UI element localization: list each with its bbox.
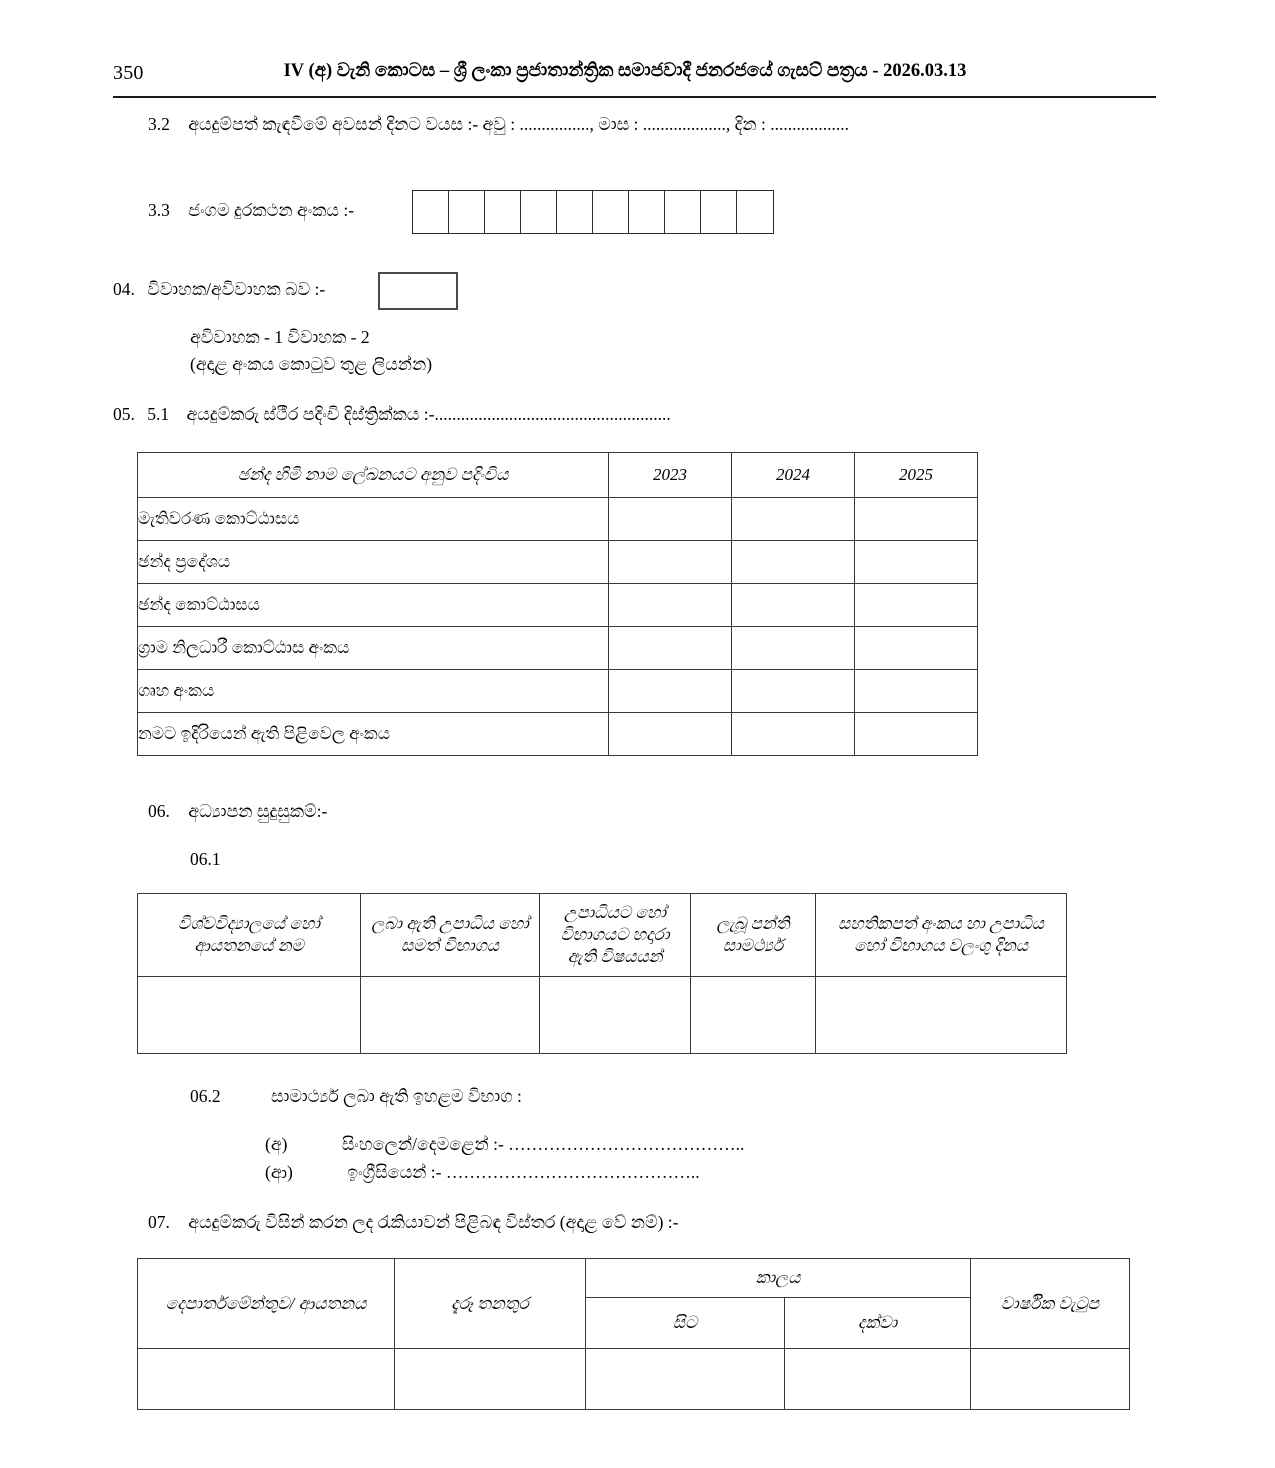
row-cell-2025[interactable] [855,670,978,713]
col-header-department: දෙපාර්තමේන්තුව/ ආයතනය [138,1259,395,1349]
item-3-3-row [148,199,354,223]
col-header-2023: 2023 [609,453,732,498]
item-06-number: 06. [148,801,170,821]
page-number: 350 [113,62,144,84]
item-04-number: 04. [113,279,135,299]
page-title: IV (අ) වැනි කොටස – ශ්‍රී ලංකා ප්‍රජාතාන්ත්‍රික සමාජවාදී ජනරජයේ ගැසට් පත්‍රය - 2026.03.13 [283,61,967,81]
item-05-row [113,403,671,427]
item-06-2-text: සාමාර්ථ්‍ය ලබා ඇති ඉහළම විභාග : [271,1086,522,1106]
col-header-degree-exam: ලබා ඇති උපාධිය හෝ සමත් විභාගය [361,894,540,977]
item-04-row [113,278,325,302]
lettered-item-aa-text: ඉංග්‍රීසියෙන් :- …………………………………….. [347,1162,700,1182]
mobile-digit-cell[interactable] [593,191,629,233]
col-header-institution: විශ්වවිද්‍යාලයේ හෝ ආයතනයේ නම [138,894,361,977]
mobile-digit-cell[interactable] [449,191,485,233]
col-header-post-held: දැරූ තනතුර [395,1259,586,1349]
row-cell-department[interactable] [138,1349,395,1410]
mobile-digit-cell[interactable] [413,191,449,233]
row-cell-2025[interactable] [855,541,978,584]
row-cell-period-from[interactable] [586,1349,785,1410]
table-row [138,670,978,713]
employment-table [137,1258,1130,1410]
item-05-number: 05. [113,404,135,424]
table-header-row [138,894,1067,977]
row-cell-certificate-date[interactable] [816,977,1067,1054]
residence-table [137,452,978,756]
mobile-digit-cell[interactable] [701,191,737,233]
item-3-3-number: 3.3 [148,200,170,220]
item-3-2-number: 3.2 [148,114,170,134]
item-06-1-number: 06.1 [190,849,221,869]
item-3-2-row [148,113,849,137]
row-cell-2025[interactable] [855,498,978,541]
row-cell-2023[interactable] [609,498,732,541]
table-row [138,1349,1130,1410]
lettered-item-a [265,1133,744,1157]
row-cell-2025[interactable] [855,713,978,756]
mobile-digit-cell[interactable] [557,191,593,233]
col-header-period-group: කාලය [586,1259,971,1298]
marital-note: (අදාළ අංකය කොටුව තුළ ලියන්න) [190,354,433,374]
row-cell-2024[interactable] [732,670,855,713]
item-3-3-label: ජංගම දුරකථන අංකය :- [188,200,355,220]
table-row [138,541,978,584]
mobile-digit-cell[interactable] [485,191,521,233]
row-label: ඡන්ද ප්‍රදේශය [138,541,609,584]
item-05-text: අයදුම්කරු ස්ථීර පදිංචි දිස්ත්‍රික්කය :-...................................................... [186,404,671,424]
row-cell-2023[interactable] [609,670,732,713]
lettered-item-aa-marker: (ආ) [265,1162,293,1182]
lettered-item-a-text: සිංහලෙන්/දෙමළෙන් :- ………………………………….. [341,1134,745,1154]
table-row [138,627,978,670]
item-06-heading: අධ්‍යාපන සුදුසුකම්:- [188,801,328,821]
col-header-certificate-date: සහතිකපත් අංකය හා උපාධිය හෝ විභාගය වලංගු දිනය [816,894,1067,977]
row-cell-2023[interactable] [609,713,732,756]
row-cell-2023[interactable] [609,584,732,627]
row-cell-subjects[interactable] [540,977,691,1054]
row-label: ග්‍රාම නිලධාරී කොට්ඨාස අංකය [138,627,609,670]
item-3-2-text: අයදුම්පත් කැඳවීමේ අවසන් දිනට වයස :- අවු : ................, මාස : ..................., දින : .................. [188,114,850,134]
lettered-item-aa [265,1161,700,1185]
row-cell-period-to[interactable] [785,1349,971,1410]
col-header-2024: 2024 [732,453,855,498]
row-cell-2024[interactable] [732,541,855,584]
mobile-digit-cell[interactable] [737,191,773,233]
row-cell-institution[interactable] [138,977,361,1054]
row-label: ගෘහ අංකය [138,670,609,713]
col-header-period-from: සිට [586,1298,785,1349]
table-row [138,977,1067,1054]
table-row [138,713,978,756]
item-06-2-number: 06.2 [190,1086,221,1106]
item-07-text: අයදුම්කරු විසින් කරන ලද රැකියාවන් පිළිබඳ විස්තර (අදාළ වේ නම්) :- [188,1212,679,1232]
col-header-subjects: උපාධියට හෝ විභාගයට හදාරා ඇති විෂයයන් [540,894,691,977]
row-label: නමට ඉදිරියෙන් ඇති පිළිවෙල අංකය [138,713,609,756]
item-06-2-row [190,1085,522,1109]
row-label: ඡන්ද කොට්ඨාසය [138,584,609,627]
row-cell-2024[interactable] [732,498,855,541]
row-cell-2024[interactable] [732,627,855,670]
col-header-class-merit: ලැබූ පන්ති සාමර්ථ්‍ය [691,894,816,977]
row-cell-class-merit[interactable] [691,977,816,1054]
col-header-period-to: දක්වා [785,1298,971,1349]
marital-options: අවිවාහක - 1 විවාහක - 2 [190,327,370,347]
lettered-item-a-marker: (අ) [265,1134,288,1154]
education-table [137,893,1067,1054]
mobile-digit-cell[interactable] [665,191,701,233]
row-cell-post-held[interactable] [395,1349,586,1410]
row-cell-2023[interactable] [609,627,732,670]
row-cell-annual-salary[interactable] [971,1349,1130,1410]
row-cell-2025[interactable] [855,627,978,670]
row-cell-2023[interactable] [609,541,732,584]
col-header-annual-salary: වාර්ෂික වැටුප [971,1259,1130,1349]
row-cell-2024[interactable] [732,584,855,627]
header-divider [113,96,1156,98]
row-cell-2024[interactable] [732,713,855,756]
marital-status-box[interactable] [378,272,458,310]
row-label: මැතිවරණ කොට්ඨාසය [138,498,609,541]
row-cell-2025[interactable] [855,584,978,627]
item-07-row [148,1211,678,1235]
mobile-digit-cell[interactable] [629,191,665,233]
row-cell-degree-exam[interactable] [361,977,540,1054]
item-06-row [148,800,327,824]
item-07-number: 07. [148,1212,170,1232]
col-header-2025: 2025 [855,453,978,498]
table-row [138,498,978,541]
col-header-residence: ඡන්ද හිමි නාම ලේඛනයට අනුව පදිංචිය [138,453,609,498]
table-header-row [138,453,978,498]
item-04-label: විවාහක/අවිවාහක බව :- [147,279,326,299]
page-header [0,60,1275,90]
mobile-number-boxes[interactable] [412,190,774,234]
mobile-digit-cell[interactable] [521,191,557,233]
table-row [138,584,978,627]
table-header-row-top [138,1259,1130,1298]
item-05-sub-number: 5.1 [147,404,170,424]
